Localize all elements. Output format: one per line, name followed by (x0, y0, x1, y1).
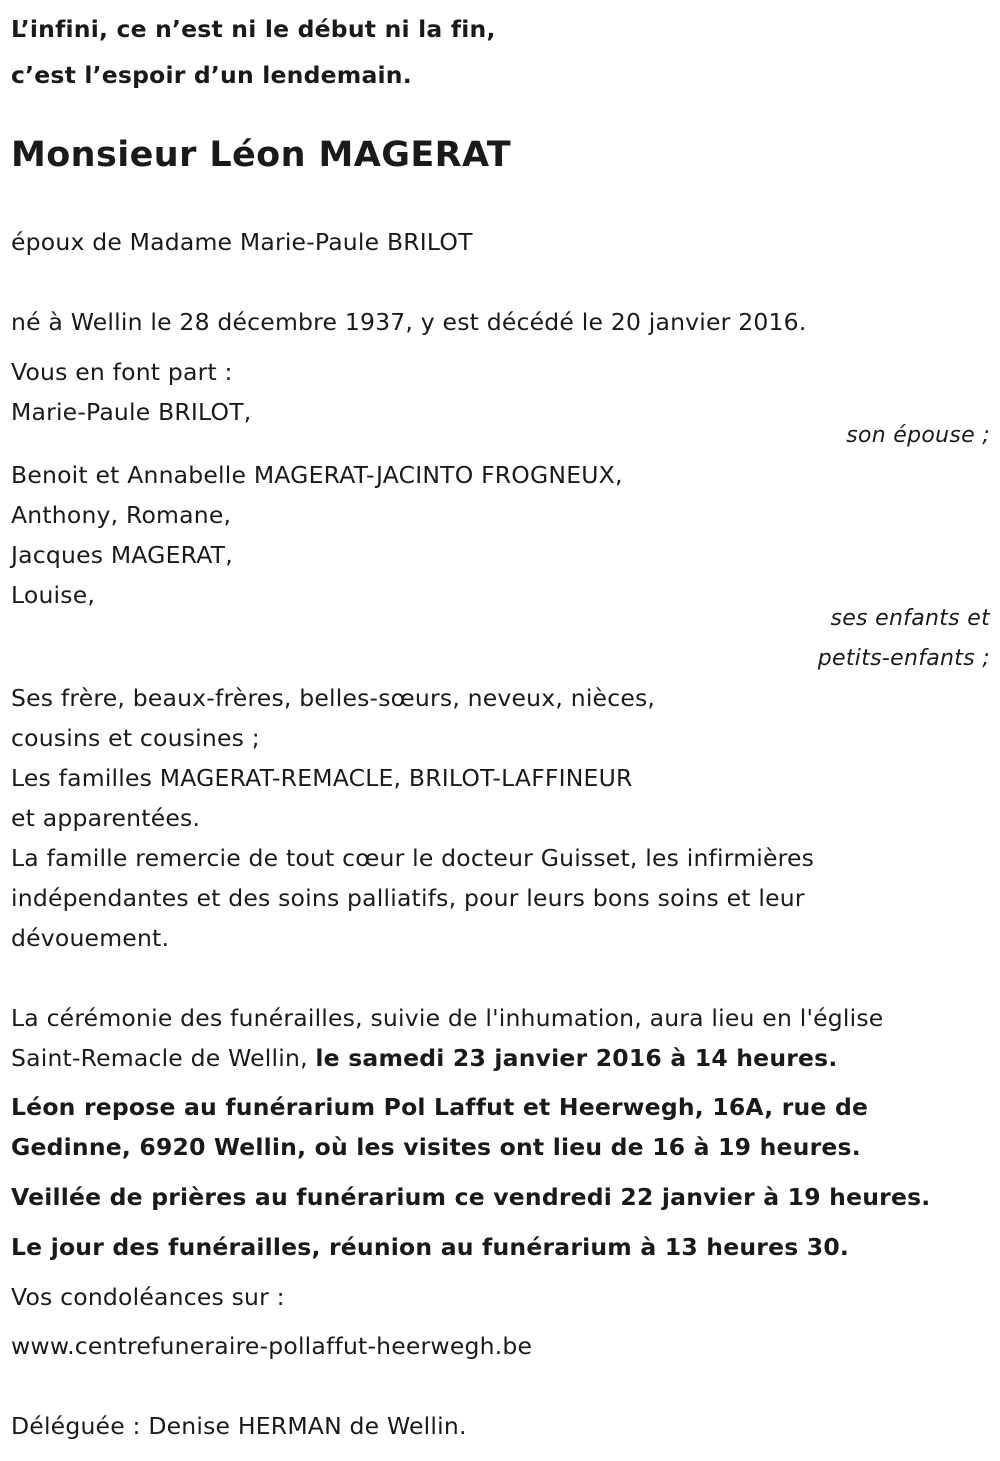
funerarium-line-2: Gedinne, 6920 Wellin, où les visites ont lieu de 16 à 19 heures. (11, 1133, 861, 1161)
ceremony-line-1: La cérémonie des funérailles, suivie de l'inhumation, aura lieu en l'église (11, 1004, 884, 1032)
epigraph-line-2: c’est l’espoir d’un lendemain. (11, 61, 412, 89)
child-line: Benoit et Annabelle MAGERAT-JACINTO FROGNEUX, (11, 461, 623, 489)
family-line: indépendantes et des soins palliatifs, pour leurs bons soins et leur (11, 884, 805, 912)
deceased-name: Monsieur Léon MAGERAT (11, 135, 512, 175)
family-line: et apparentées. (11, 804, 201, 832)
child-line: Jacques MAGERAT, (11, 541, 233, 569)
vigil-line: Veillée de prières au funérarium ce vendredi 22 janvier à 19 heures. (11, 1183, 931, 1211)
family-line: Les familles MAGERAT-REMACLE, BRILOT-LAFFINEUR (11, 764, 633, 792)
wife-name: Marie-Paule BRILOT, (11, 398, 252, 426)
meeting-line: Le jour des funérailles, réunion au funérarium à 13 heures 30. (11, 1233, 850, 1261)
announce-intro: Vous en font part : (11, 358, 233, 386)
ceremony-place: Saint-Remacle de Wellin, (11, 1044, 316, 1072)
funerarium-line-1: Léon repose au funérarium Pol Laffut et Heerwegh, 16A, rue de (11, 1093, 869, 1121)
ceremony-date: le samedi 23 janvier 2016 à 14 heures. (315, 1044, 838, 1072)
condolences-label: Vos condoléances sur : (11, 1283, 285, 1311)
family-line: dévouement. (11, 924, 170, 952)
delegate-line: Déléguée : Denise HERMAN de Wellin. (11, 1412, 467, 1440)
ceremony-line-2 (11, 1044, 838, 1072)
epigraph-line-1: L’infini, ce n’est ni le début ni la fin, (11, 15, 496, 43)
wife-role: son épouse ; (846, 423, 990, 448)
children-role-line-1: ses enfants et (830, 606, 990, 631)
birth-death-line: né à Wellin le 28 décembre 1937, y est décédé le 20 janvier 2016. (11, 308, 807, 336)
family-line: La famille remercie de tout cœur le docteur Guisset, les infirmières (11, 844, 815, 872)
website-link[interactable]: www.centrefuneraire-pollaffut-heerwegh.be (11, 1332, 533, 1360)
spouse-line: époux de Madame Marie-Paule BRILOT (11, 228, 473, 256)
child-line: Anthony, Romane, (11, 501, 232, 529)
children-role-line-2: petits-enfants ; (817, 646, 990, 671)
family-line: cousins et cousines ; (11, 724, 260, 752)
child-line: Louise, (11, 581, 96, 609)
family-line: Ses frère, beaux-frères, belles-sœurs, neveux, nièces, (11, 684, 656, 712)
